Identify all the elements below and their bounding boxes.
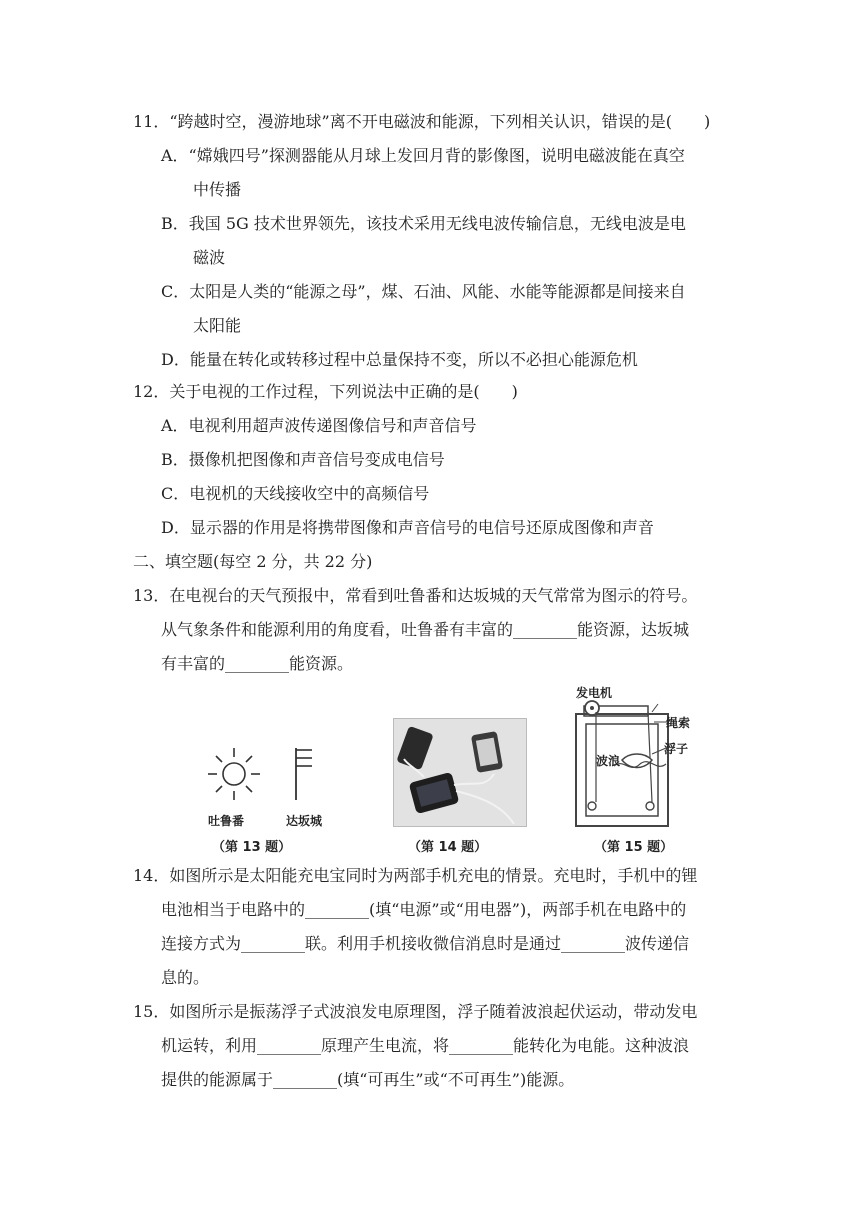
wind-flag-icon [286, 730, 326, 810]
q13-line1: 13．在电视台的天气预报中，常看到吐鲁番和达坂城的天气常常为图示的符号。 [133, 586, 698, 605]
q11-option-a-line1: A．“嫦娥四号”探测器能从月球上发回月背的影像图，说明电磁波能在真空 [161, 146, 685, 165]
q12-stem: 12．关于电视的工作过程，下列说法中正确的是( ) [133, 382, 518, 401]
q14-line4: 息的。 [161, 968, 210, 987]
q15-line3: 提供的能源属于________(填“可再生”或“不可再生”)能源。 [161, 1070, 575, 1089]
q12-option-b: B．摄像机把图像和声音信号变成电信号 [161, 450, 445, 469]
q12-option-c: C．电视机的天线接收空中的高频信号 [161, 484, 430, 503]
q11-option-c-line1: C．太阳是人类的“能源之母”，煤、石油、风能、水能等能源都是间接来自 [161, 282, 686, 301]
wave-generator-diagram [570, 684, 700, 834]
q12-option-d: D．显示器的作用是将携带图像和声音信号的电信号还原成图像和声音 [161, 518, 654, 537]
q12-option-a: A．电视利用超声波传递图像信号和声音信号 [161, 416, 477, 435]
dabancheng-label: 达坂城 [286, 814, 323, 828]
wave-label: 波浪 [596, 754, 621, 768]
q15-line2: 机运转，利用________原理产生电流，将________能转化为电能。这种波浪 [161, 1036, 690, 1055]
q15-line1: 15．如图所示是振荡浮子式波浪发电原理图，浮子随着波浪起伏运动，带动发电 [133, 1002, 698, 1021]
q11-option-a-line2: 中传播 [193, 180, 242, 199]
q11-option-b-line1: B．我国 5G 技术世界领先，该技术采用无线电波传输信息，无线电波是电 [161, 214, 686, 233]
q11-stem: 11．“跨越时空，漫游地球”离不开电磁波和能源，下列相关认识，错误的是( ) [133, 112, 711, 131]
section-heading: 二、填空题(每空 2 分，共 22 分) [133, 552, 373, 571]
q14-line3: 连接方式为________联。利用手机接收微信消息时是通过________波传递信 [161, 934, 690, 953]
q14-line2: 电池相当于电路中的________(填“电源”或“用电器”)，两部手机在电路中的 [161, 900, 687, 919]
figure-13-caption: （第 13 题） [212, 840, 292, 855]
generator-label: 发电机 [576, 686, 613, 700]
figure-15 [570, 684, 700, 834]
figure-15-caption: （第 15 题） [594, 840, 674, 855]
q11-option-c-line2: 太阳能 [193, 316, 242, 335]
turpan-label: 吐鲁番 [208, 814, 245, 828]
rope-label: 绳索 [666, 716, 691, 730]
float-label: 浮子 [664, 742, 689, 756]
q11-option-b-line2: 磁波 [193, 248, 226, 267]
figure-14-caption: （第 14 题） [408, 840, 488, 855]
figure-14-photo [393, 718, 527, 827]
q13-line3: 有丰富的________能资源。 [161, 654, 354, 673]
q14-line1: 14．如图所示是太阳能充电宝同时为两部手机充电的情景。充电时，手机中的锂 [133, 866, 698, 885]
q13-line2: 从气象条件和能源利用的角度看，吐鲁番有丰富的________能资源，达坂城 [161, 620, 690, 639]
q11-option-d: D．能量在转化或转移过程中总量保持不变，所以不必担心能源危机 [161, 350, 638, 369]
